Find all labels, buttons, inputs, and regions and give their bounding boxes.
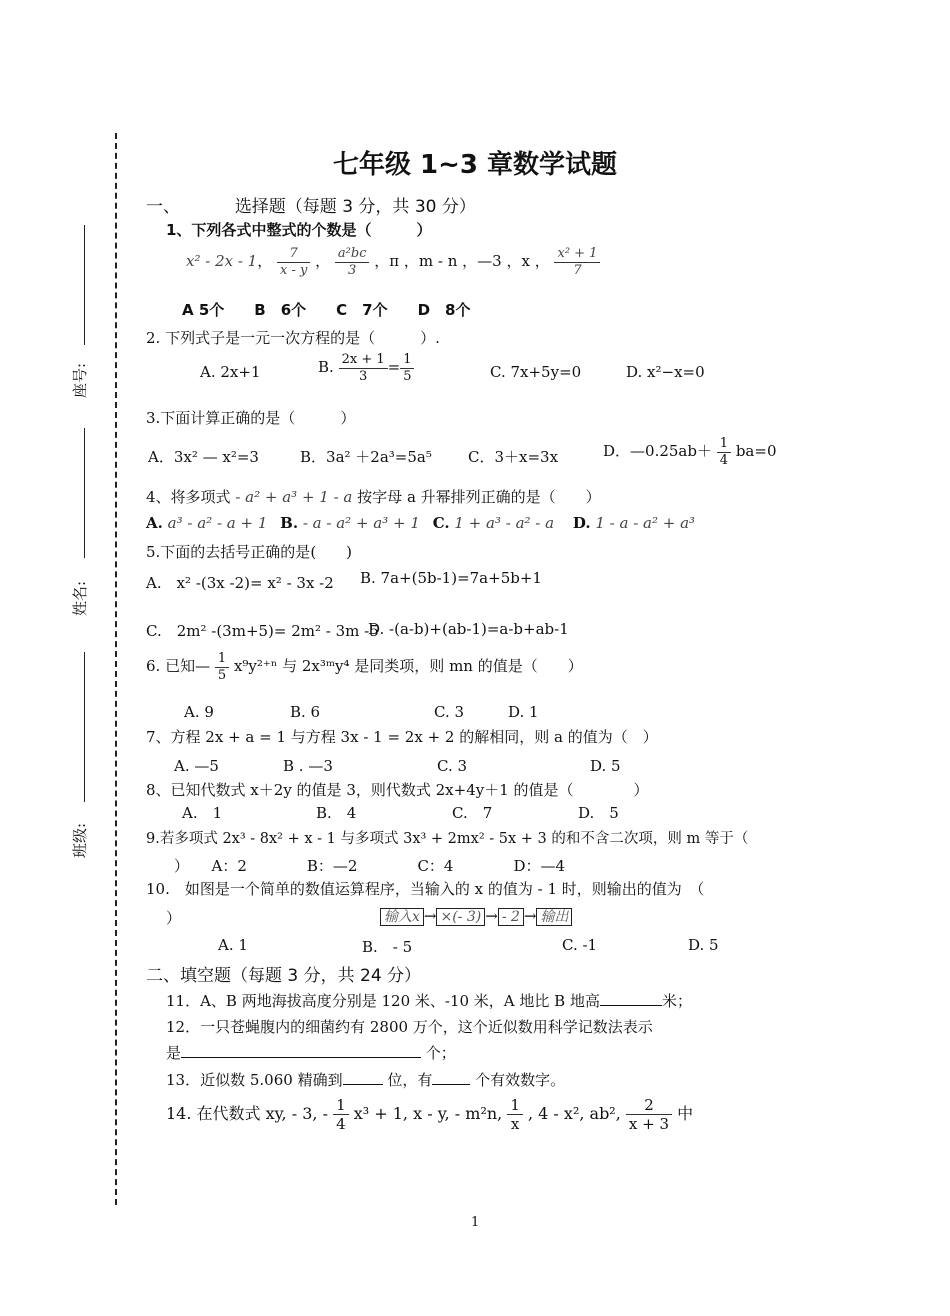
- q7-option-d: D. 5: [590, 757, 621, 775]
- flow-input-box: 输入x: [380, 908, 424, 926]
- q1-rest: ，π ，m - n ，—3 ，x ，: [374, 252, 550, 271]
- q12-line2: [166, 1042, 456, 1063]
- q1-f1-den: x - y: [280, 262, 308, 278]
- q14-mid2: , 4 - x², ab²,: [527, 1104, 621, 1123]
- q5-option-c: C. 2m² -(3m+5)= 2m² - 3m -5: [146, 622, 379, 640]
- q1-f3-num: x² + 1: [554, 246, 600, 263]
- section1-title: 选择题（每题 3 分，共 30 分）: [234, 197, 476, 217]
- q10-option-a: A. 1: [218, 936, 248, 954]
- q4-option-c: 1 + a³ - a² - a: [454, 514, 555, 532]
- q6-option-a: A. 9: [184, 703, 214, 721]
- q8-option-d: D. 5: [578, 804, 619, 822]
- name-underline: [84, 428, 85, 558]
- q5-option-a: A. x² -(3x -2)= x² - 3x -2: [146, 574, 334, 592]
- q3-f-num: 1: [717, 436, 731, 453]
- q4-stem-pre: 4、将多项式: [146, 488, 231, 506]
- q8-stem: 8、已知代数式 x＋2y 的值是 3，则代数式 2x+4y＋1 的值是（ ）: [146, 781, 649, 799]
- q8-option-a: A. 1: [182, 804, 223, 822]
- q6-stem: [146, 651, 583, 683]
- q2-f1-den: 3: [358, 368, 368, 384]
- q13-post: 个有效数字。: [475, 1071, 566, 1089]
- q13-blank-1[interactable]: [343, 1070, 383, 1085]
- q7-option-b: B . —3: [283, 757, 333, 775]
- q6-option-c: C. 3: [434, 703, 465, 721]
- q3-option-d: [603, 436, 777, 468]
- q3-f-den: 4: [719, 452, 729, 468]
- q14-post: 中: [677, 1104, 694, 1123]
- q1-options: A 5个 B 6个 C 7个 D 8个: [182, 301, 471, 319]
- flow-arrow-1: →: [423, 907, 437, 925]
- q3-option-d-pre: D．—0.25ab＋: [603, 442, 712, 461]
- q11-blank[interactable]: [600, 991, 662, 1006]
- q13-mid: 位，有: [387, 1071, 433, 1089]
- q13: [166, 1069, 565, 1090]
- q2-fraction1: [339, 352, 388, 384]
- q2-stem: 2. 下列式子是一元一次方程的是（ ）.: [146, 329, 440, 347]
- q14-f1-den: 4: [336, 1115, 346, 1133]
- q14-f1-num: 1: [333, 1096, 349, 1115]
- q2-f2-den: 5: [403, 368, 412, 384]
- q3-option-b: B．3a² ＋2a³=5a⁵: [300, 448, 432, 466]
- q2-fraction2: [400, 352, 414, 384]
- q4-option-b: - a - a² + a³ + 1: [302, 514, 420, 532]
- q14-fraction2: [507, 1096, 523, 1133]
- q14-fraction1: [333, 1096, 349, 1133]
- q2-option-c: C. 7x+5y=0: [490, 363, 582, 381]
- q12-line1: 12．一只苍蝇腹内的细菌约有 2800 万个，这个近似数用科学记数法表示: [166, 1018, 653, 1036]
- q1-fraction3: [554, 246, 600, 278]
- section2-heading: 二、填空题（每题 3 分，共 24 分）: [146, 966, 422, 986]
- page-title: 七年级 1~3 章数学试题: [332, 150, 618, 180]
- q2-equals: =: [387, 358, 401, 377]
- flow-output-box: 输出: [536, 908, 572, 926]
- section1-number: 一、: [146, 197, 180, 217]
- flow-arrow-3: →: [523, 907, 537, 925]
- q4-options: [146, 514, 695, 532]
- q14-mid1: x³ + 1, x - y, - m²n,: [353, 1104, 503, 1123]
- q14-f3-num: 2: [626, 1096, 672, 1115]
- q7-option-c: C. 3: [437, 757, 468, 775]
- q10-option-d: D. 5: [688, 936, 719, 954]
- q2-option-b: [318, 352, 414, 384]
- q11-pre: 11．A、B 两地海拔高度分别是 120 米、-10 米，A 地比 B 地高: [166, 992, 600, 1010]
- q5-option-d: D. -(a-b)+(ab-1)=a-b+ab-1: [368, 620, 569, 638]
- name-label: 姓名:: [71, 580, 90, 617]
- q2-option-b-label: B.: [318, 358, 334, 377]
- binding-dashed-line: [115, 133, 117, 1205]
- q4-option-d-label: D.: [572, 514, 591, 532]
- q1-fraction1: [277, 246, 310, 278]
- q2-f2-num: 1: [400, 352, 414, 369]
- q5-option-b: B. 7a+(5b-1)=7a+5b+1: [360, 569, 542, 587]
- q6-stem-pre: 6. 已知—: [146, 657, 211, 676]
- q9-options: ） A：2 B：—2 C：4 D：—4: [174, 857, 566, 875]
- q14-f2-den: x: [510, 1115, 520, 1133]
- q1-f1-num: 7: [277, 246, 310, 263]
- q4-stem-expr: - a² + a³ + 1 - a: [235, 488, 353, 506]
- q5-stem: 5.下面的去括号正确的是( ): [146, 543, 353, 561]
- q6-option-d: D. 1: [508, 703, 539, 721]
- class-underline: [84, 652, 85, 802]
- q8-option-c: C. 7: [452, 804, 493, 822]
- q4-stem: [146, 486, 601, 507]
- q6-fraction: [215, 651, 229, 683]
- q1-stem: 1、下列各式中整式的个数是（ ）: [166, 221, 432, 239]
- q13-blank-2[interactable]: [432, 1070, 470, 1085]
- q3-fraction: [717, 436, 731, 468]
- q1-f3-den: 7: [573, 262, 582, 278]
- q1-expressions: x² - 2x - 1， $\frac{7}{x - y}$ ， $\frac{\text{a²bc}}{3}$ ，π ，m - n ，—3 ，x ， $\frac{\text{x² + 1}}{7}$: [186, 246, 600, 278]
- q12-post: 个；: [425, 1044, 456, 1062]
- q2-option-a: A. 2x+1: [200, 363, 261, 381]
- q7-stem: 7、方程 2x + a = 1 与方程 3x - 1 = 2x + 2 的解相同，则 a 的值为（ ）: [146, 728, 658, 746]
- q1-f2-den: 3: [348, 262, 357, 278]
- q14-f2-num: 1: [507, 1096, 523, 1115]
- q13-pre: 13．近似数 5.060 精确到: [166, 1071, 343, 1089]
- q4-option-a: a³ - a² - a + 1: [167, 514, 268, 532]
- q3-option-c: C．3＋x=3x: [468, 448, 559, 466]
- flow-arrow-2: →: [485, 907, 498, 925]
- flow-multiply-box: ×(- 3): [436, 908, 485, 926]
- q14: [166, 1096, 693, 1133]
- q6-option-b: B. 6: [290, 703, 321, 721]
- q2-option-d: D. x²−x=0: [626, 363, 705, 381]
- q10-stem: 10. 如图是一个简单的数值运算程序，当输入的 x 的值为 - 1 时，则输出的值为 （: [146, 880, 705, 898]
- q14-f3-den: x + 3: [628, 1115, 670, 1133]
- q4-option-b-label: B.: [280, 514, 299, 532]
- q1-fraction2: [335, 246, 370, 278]
- q6-f-den: 5: [217, 667, 227, 683]
- seat-label: 座号:: [71, 362, 90, 399]
- q7-option-a: A. —5: [174, 757, 219, 775]
- q4-option-c-label: C.: [432, 514, 450, 532]
- q6-stem-post: x⁹y²⁺ⁿ 与 2x³ᵐy⁴ 是同类项，则 mn 的值是（ ）: [233, 657, 583, 676]
- q8-option-b: B. 4: [316, 804, 357, 822]
- q3-option-d-post: ba=0: [735, 442, 777, 461]
- section1-heading: [146, 192, 476, 217]
- q4-option-a-label: A.: [146, 514, 163, 532]
- q3-option-a: A．3x² — x²=3: [148, 448, 259, 466]
- q1-expr1: x² - 2x - 1: [186, 252, 258, 271]
- q10-flowchart: [380, 906, 572, 926]
- q4-option-d: 1 - a - a² + a³: [595, 514, 696, 532]
- class-label: 班级:: [71, 822, 90, 859]
- q10-option-c: C. -1: [562, 936, 598, 954]
- q9-stem: 9.若多项式 2x³ - 8x² + x - 1 与多项式 3x³ + 2mx² - 5x + 3 的和不含二次项，则 m 等于（: [146, 831, 749, 847]
- q12-blank[interactable]: [181, 1043, 421, 1058]
- q1-f2-num: a²bc: [335, 246, 370, 263]
- q10-close-paren: ）: [166, 909, 182, 927]
- page-number: 1: [471, 1215, 480, 1230]
- q11: [166, 990, 692, 1011]
- seat-underline: [84, 225, 85, 345]
- q2-f1-num: 2x + 1: [339, 352, 388, 369]
- flow-subtract-box: - 2: [498, 908, 524, 926]
- q3-stem: 3.下面计算正确的是（ ）: [146, 409, 356, 427]
- q6-f-num: 1: [215, 651, 229, 668]
- q12-pre: 是: [166, 1044, 182, 1062]
- q10-option-b: B. - 5: [362, 938, 413, 956]
- q4-stem-post: 按字母 a 升幂排列正确的是（ ）: [357, 488, 601, 506]
- q14-fraction3: [626, 1096, 672, 1133]
- q14-pre: 14. 在代数式 xy, - 3, -: [166, 1104, 328, 1123]
- q11-post: 米；: [661, 992, 692, 1010]
